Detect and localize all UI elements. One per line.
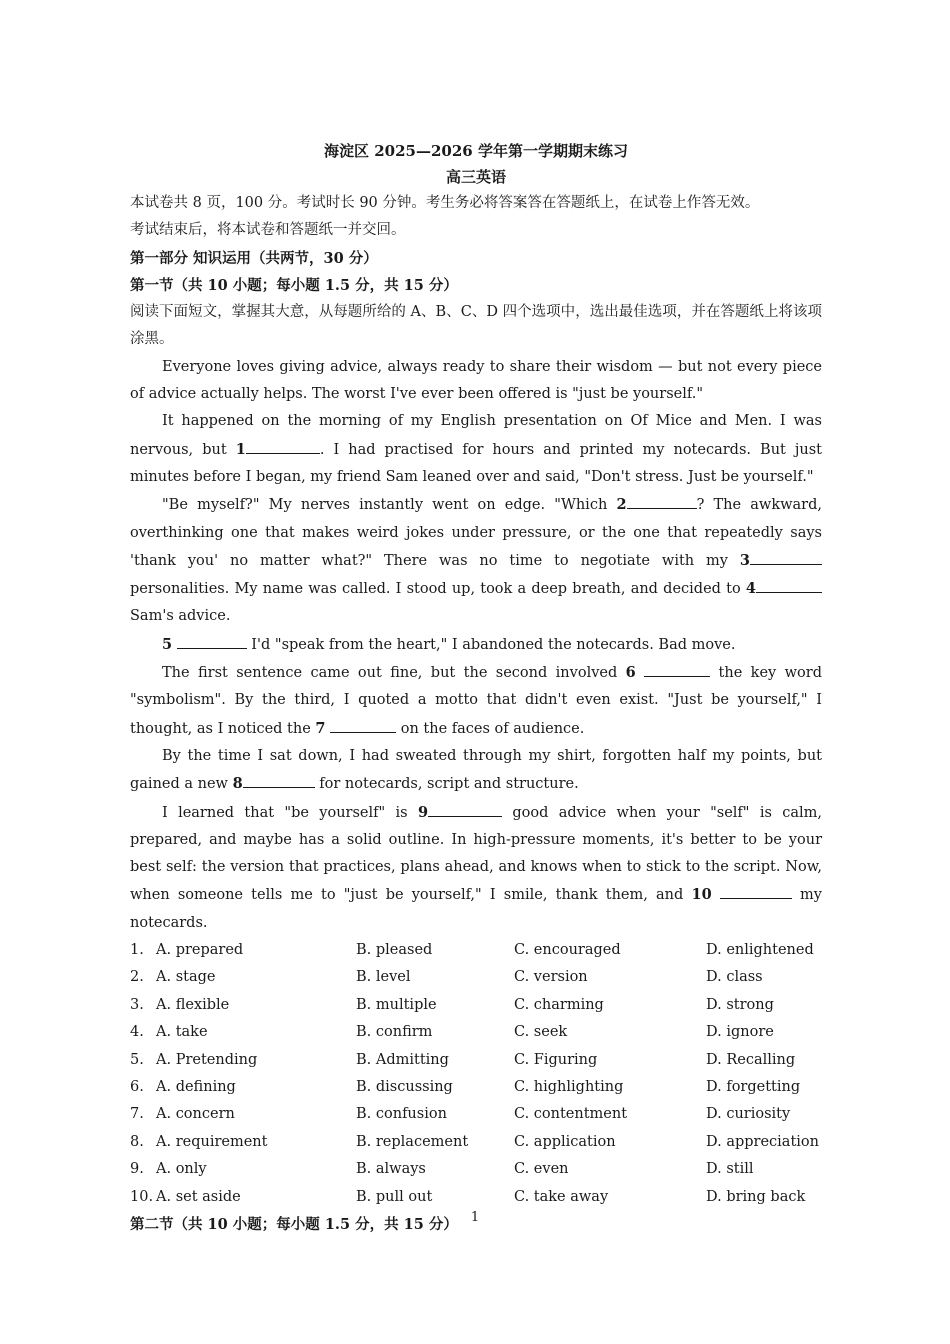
blank-number-7: 7: [315, 719, 326, 737]
blank-line-2: [627, 493, 697, 509]
blank-number-2: 2: [616, 496, 627, 514]
question-number: 10.: [130, 1188, 154, 1205]
blank-line-6: [644, 661, 710, 677]
option-d: D. forgetting: [706, 1078, 801, 1095]
blank-line-5: [177, 633, 247, 649]
option-b: B. confirm: [356, 1024, 433, 1041]
option-a: A. set aside: [156, 1188, 241, 1205]
blank-line-10: [720, 883, 792, 899]
blank-number-6: 6: [625, 664, 636, 682]
option-b: B. multiple: [356, 996, 437, 1013]
blank-number-3: 3: [739, 551, 750, 569]
blank-number-1: 1: [235, 440, 246, 458]
option-b: B. Admitting: [356, 1051, 449, 1068]
paragraph-text: ? The awkward, overthinking one that makes weird jokes under pressure, or the one that repeatedly says 'thank you' no matter what?" There was no time to negotiate with my: [130, 497, 823, 569]
option-a: A. requirement: [156, 1133, 268, 1150]
question-number: 4.: [130, 1024, 144, 1041]
passage-paragraph-5: [130, 659, 822, 743]
option-row: [130, 992, 822, 1019]
paragraph-text: on the faces of audience.: [396, 720, 585, 737]
section2-heading: 第二节（共 10 小题；每小题 1.5 分，共 15 分）: [130, 1215, 458, 1233]
option-b: B. pull out: [356, 1188, 433, 1205]
blank-line-3: [750, 549, 822, 565]
option-d: D. bring back: [706, 1188, 806, 1205]
passage-paragraph-4: [130, 631, 822, 659]
option-c: C. version: [514, 969, 588, 986]
answer-options: [130, 937, 822, 1211]
option-c: C. seek: [514, 1024, 568, 1041]
option-row: [130, 1184, 822, 1211]
exam-page: [130, 138, 822, 1238]
option-a: A. Pretending: [156, 1051, 258, 1068]
paragraph-text: personalities. My name was called. I stood up, took a deep breath, and decided to: [130, 581, 746, 598]
blank-line-9: [428, 801, 502, 817]
option-d: D. ignore: [706, 1024, 774, 1041]
paragraph-text: Sam's advice.: [130, 608, 231, 625]
option-b: B. pleased: [356, 942, 433, 959]
option-d: D. appreciation: [706, 1133, 819, 1150]
paragraph-text: "Be myself?" My nerves instantly went on edge. "Which: [162, 497, 617, 514]
passage-paragraph-2: [130, 408, 822, 491]
option-row: [130, 1074, 822, 1101]
blank-line-4: [756, 577, 822, 593]
option-a: A. prepared: [156, 942, 244, 959]
option-d: D. class: [706, 969, 763, 986]
option-row: [130, 1047, 822, 1074]
paragraph-text: . I had practised for hours and printed my notecards. But just minutes before I began, my friend Sam leaned over and said, "Don't stress. Just be yourself.": [130, 441, 823, 485]
option-d: D. curiosity: [706, 1106, 791, 1123]
paragraph-text: my notecards.: [130, 887, 822, 931]
paragraph-text: I learned that "be yourself" is: [162, 804, 418, 821]
exam-title: 海淀区 2025—2026 学年第一学期期末练习: [324, 142, 628, 160]
question-number: 7.: [130, 1106, 144, 1123]
option-c: C. Figuring: [514, 1051, 598, 1068]
option-b: B. always: [356, 1161, 426, 1178]
blank-line-7: [330, 717, 396, 733]
option-c: C. application: [514, 1133, 616, 1150]
page-number: 1: [470, 1210, 480, 1225]
option-b: B. discussing: [356, 1078, 453, 1095]
option-a: A. flexible: [156, 996, 230, 1013]
option-a: A. only: [156, 1161, 207, 1178]
passage-paragraph-6: [130, 743, 822, 799]
instruction-line-1: 本试卷共 8 页，100 分。考试时长 90 分钟。考生务必将答案答在答题纸上，在试卷上作答无效。: [130, 195, 760, 211]
blank-line-1: [246, 438, 320, 454]
question-number: 2.: [130, 969, 144, 986]
section1-instruction: 阅读下面短文，掌握其大意，从每题所给的 A、B、C、D 四个选项中，选出最佳选项，并在答题纸上将该项涂黑。: [130, 304, 822, 348]
question-number: 6.: [130, 1078, 144, 1095]
blank-number-8: 8: [232, 775, 243, 793]
option-d: D. still: [706, 1161, 754, 1178]
option-c: C. charming: [514, 996, 604, 1013]
paragraph-text: The first sentence came out fine, but the second involved: [162, 665, 626, 682]
option-d: D. strong: [706, 996, 774, 1013]
blank-number-9: 9: [417, 803, 429, 821]
section1-heading: 第一节（共 10 小题；每小题 1.5 分，共 15 分）: [130, 276, 458, 294]
question-number: 1.: [130, 942, 144, 959]
exam-subject: 高三英语: [445, 168, 506, 186]
option-b: B. replacement: [356, 1133, 469, 1150]
option-c: C. contentment: [514, 1106, 628, 1123]
option-d: D. enlightened: [706, 942, 814, 959]
option-row: [130, 1019, 822, 1046]
paragraph-text: By the time I sat down, I had sweated through my shirt, forgotten half my points, but gained a new: [130, 747, 822, 793]
passage-paragraph-3: [130, 491, 822, 630]
option-c: C. take away: [514, 1188, 609, 1205]
paragraph-text: It happened on the morning of my English presentation on Of Mice and Men. I was nervous, but: [130, 413, 822, 458]
question-number: 3.: [130, 996, 144, 1013]
option-a: A. concern: [156, 1106, 235, 1123]
paragraph-text: the key word "symbolism". By the third, I quoted a motto that didn't even exist. "Just be yourself," I thought, as I noticed the: [130, 665, 822, 737]
option-d: D. Recalling: [706, 1051, 796, 1068]
passage-paragraph-7: [130, 799, 822, 937]
blank-line-8: [243, 772, 315, 788]
option-a: A. take: [156, 1024, 208, 1041]
question-number: 9.: [130, 1161, 144, 1178]
option-c: C. highlighting: [514, 1078, 624, 1095]
blank-number-5: 5: [162, 635, 173, 653]
blank-number-10: 10: [691, 886, 712, 904]
option-row: [130, 1101, 822, 1128]
option-c: C. even: [514, 1161, 569, 1178]
instruction-line-2: 考试结束后，将本试卷和答题纸一并交回。: [130, 222, 406, 239]
blank-number-4: 4: [745, 580, 756, 598]
option-a: A. stage: [156, 969, 216, 986]
option-row: [130, 1156, 822, 1183]
question-number: 8.: [130, 1133, 144, 1150]
paragraph-text: I'd "speak from the heart," I abandoned the notecards. Bad move.: [246, 636, 736, 653]
paragraph-text: for notecards, script and structure.: [314, 776, 579, 793]
option-c: C. encouraged: [514, 942, 621, 959]
question-number: 5.: [130, 1051, 144, 1068]
option-a: A. defining: [156, 1078, 236, 1095]
option-b: B. level: [356, 969, 411, 986]
part1-heading: 第一部分 知识运用（共两节，30 分）: [130, 249, 378, 267]
option-row: [130, 1129, 822, 1156]
option-b: B. confusion: [356, 1106, 447, 1123]
exam-instructions: [130, 190, 822, 245]
option-row: [130, 964, 822, 991]
passage-paragraph-1: Everyone loves giving advice, always ready to share their wisdom — but not every piece of advice actually helps. The worst I've ever been offered is "just be yourself.": [130, 358, 822, 403]
option-row: [130, 937, 822, 964]
paragraph-text: good advice when your "self" is calm, prepared, and maybe has a solid outline. In high-pressure moments, it's better to be your best self: the version that practices, plans ahead, and knows when to stick to the script. Now, when someone tells me to "just be yourself," I smile, thank them, and: [130, 804, 823, 904]
